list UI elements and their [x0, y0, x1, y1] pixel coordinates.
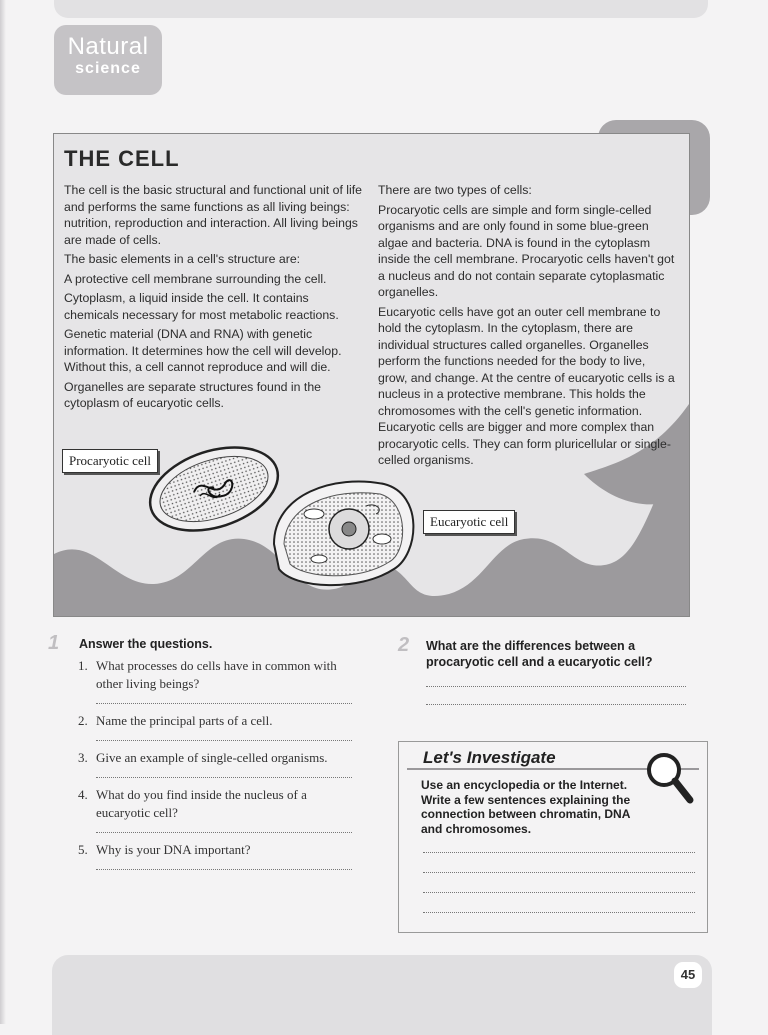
paragraph: There are two types of cells:	[378, 183, 532, 197]
subject-word-2: science	[75, 60, 141, 77]
exercise-number: 2	[398, 634, 410, 656]
paragraph: Procaryotic cells are simple and form single-celled organisms and are only found in some blue-green algae and bacteria. DNA is found in the cytoplasm inside the cell membrane. Procaryotic cells haven't got a nucleus and do not contain separate cytoplasmatic organelles.	[378, 202, 675, 299]
question-list	[74, 657, 364, 870]
question-item	[74, 786, 364, 833]
answer-line[interactable]	[426, 686, 686, 687]
paragraph: A protective cell membrane surrounding the cell.	[64, 271, 327, 286]
eucaryotic-cell-label: Eucaryotic cell	[423, 510, 515, 534]
question-text: Why is your DNA important?	[96, 842, 251, 857]
investigate-instructions: Use an encyclopedia or the Internet. Write a few sentences explaining the connection between chromatin, DNA and chromosomes.	[421, 778, 631, 836]
page-number: 45	[674, 962, 702, 988]
procaryotic-cell-drawing	[144, 444, 289, 546]
answer-line[interactable]	[423, 892, 695, 893]
exercise-heading: What are the differences between a procaryotic cell and a eucaryotic cell?	[426, 639, 653, 669]
question-number: 2.	[78, 713, 88, 728]
question-number: 4.	[78, 787, 88, 802]
answer-line[interactable]	[423, 872, 695, 873]
question-number: 3.	[78, 750, 88, 765]
paragraph: Eucaryotic cells have got an outer cell membrane to hold the cytoplasm. In the cytoplasm, there are individual structures called organelles. Organelles perform the functions needed for the body to live, grow, and change. At the centre of eucaryotic cells is a nucleus in a protective membrane. This holds the chromosomes with the cell's genetic information. Eucaryotic cells are bigger and more complex than procaryotic cells. They can form pluricellular or single-celled organisms.	[378, 304, 675, 467]
question-item	[74, 712, 364, 741]
header-tab	[54, 0, 708, 18]
subject-word-1: Natural	[67, 33, 149, 60]
question-item	[74, 749, 364, 778]
footer-band	[52, 955, 712, 1035]
section-title: THE CELL	[64, 146, 180, 171]
paragraph: Organelles are separate structures found in the cytoplasm of eucaryotic cells.	[64, 379, 322, 410]
question-text: What processes do cells have in common with other living beings?	[96, 658, 337, 691]
answer-line[interactable]	[96, 777, 352, 778]
answer-line[interactable]	[426, 704, 686, 705]
eucaryotic-cell-drawing	[274, 482, 413, 586]
answer-line[interactable]	[96, 832, 352, 833]
question-number: 1.	[78, 658, 88, 673]
question-number: 5.	[78, 842, 88, 857]
right-column	[378, 182, 676, 472]
exercise-heading: Answer the questions.	[79, 637, 213, 651]
cell-info-panel	[53, 133, 690, 617]
exercise-number: 1	[48, 632, 60, 654]
paragraph: Genetic material (DNA and RNA) with genetic information. It determines how the cell will develop. Without this, a cell cannot reproduce and will die.	[64, 327, 342, 374]
paragraph: The basic elements in a cell's structure are:	[64, 252, 301, 266]
question-text: What do you find inside the nucleus of a eucaryotic cell?	[96, 787, 307, 820]
left-column	[64, 182, 364, 415]
paragraph: Cytoplasm, a liquid inside the cell. It contains chemicals necessary for most metabolic reactions.	[64, 291, 339, 322]
answer-line[interactable]	[423, 912, 695, 913]
investigate-box	[398, 741, 708, 933]
cell-illustration	[144, 444, 424, 594]
question-text: Give an example of single-celled organisms.	[96, 750, 328, 765]
paragraph: The cell is the basic structural and functional unit of life and performs the same functions as all living beings: nutrition, reproduction and interaction. All living beings are made of cells.	[64, 183, 363, 247]
investigate-title: Let's Investigate	[423, 748, 556, 767]
question-item	[74, 657, 364, 704]
subject-badge	[54, 25, 162, 95]
magnifier-icon	[644, 750, 696, 806]
answer-line[interactable]	[423, 852, 695, 853]
question-text: Name the principal parts of a cell.	[96, 713, 273, 728]
answer-line[interactable]	[96, 703, 352, 704]
page-gutter-shadow	[0, 0, 6, 1024]
answer-line[interactable]	[96, 869, 352, 870]
procaryotic-cell-label: Procaryotic cell	[62, 449, 158, 473]
answer-line[interactable]	[96, 740, 352, 741]
question-item	[74, 841, 364, 870]
